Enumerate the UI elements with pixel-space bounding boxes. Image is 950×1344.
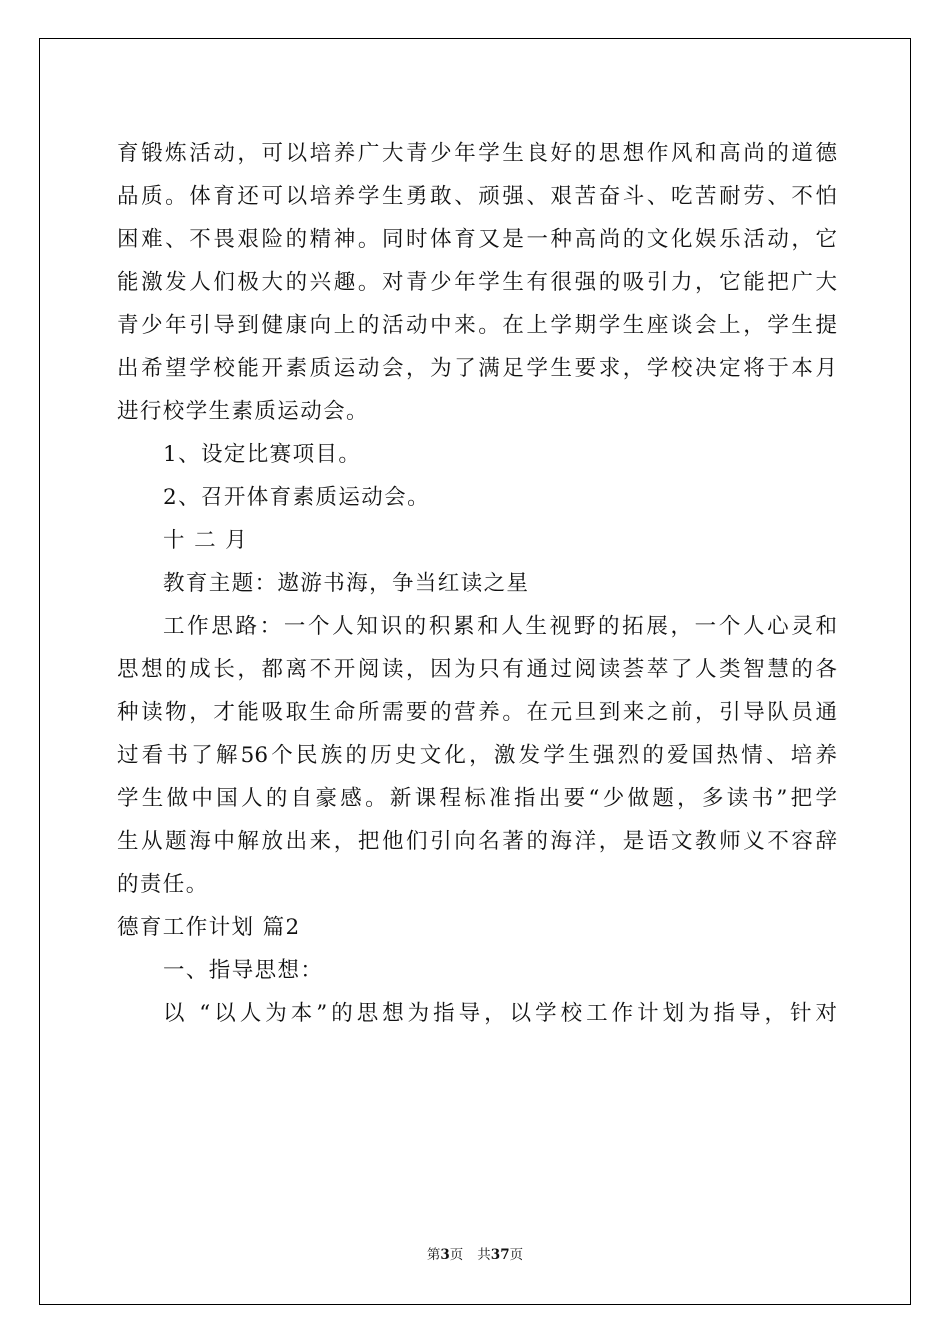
subsection-heading: 一、指导思想： bbox=[163, 958, 324, 983]
paragraph-line: 青少年引导到健康向上的活动中来。在上学期学生座谈会上，学生提 bbox=[117, 313, 837, 338]
total-prefix: 共 bbox=[477, 1247, 491, 1263]
page-prefix: 第 bbox=[426, 1247, 441, 1263]
paragraph-line: 进行校学生素质运动会。 bbox=[117, 399, 369, 424]
paragraph-line: 种读物，才能吸取生命所需要的营养。在元旦到来之前，引导队员通 bbox=[117, 700, 837, 725]
paragraph-line: 出希望学校能开素质运动会，为了满足学生要求，学校决定将于本月 bbox=[117, 356, 837, 381]
paragraph-line: 困难、不畏艰险的精神。同时体育又是一种高尚的文化娱乐活动，它 bbox=[117, 227, 837, 252]
paragraph-line: 过看书了解56个民族的历史文化，激发学生强烈的爱国热情、培养 bbox=[117, 743, 837, 768]
paragraph-line: 思想的成长，都离不开阅读，因为只有通过阅读荟萃了人类智慧的各 bbox=[117, 657, 837, 682]
month-heading: 十 二 月 bbox=[163, 528, 249, 553]
page-unit: 页 bbox=[449, 1247, 464, 1263]
page-number: 3 bbox=[440, 1247, 450, 1263]
total-unit: 页 bbox=[509, 1247, 524, 1263]
paragraph-line: 育锻炼活动，可以培养广大青少年学生良好的思想作风和高尚的道德 bbox=[117, 141, 837, 166]
paragraph-line: 工作思路：一个人知识的积累和人生视野的拓展，一个人心灵和 bbox=[163, 614, 837, 639]
list-item: 1、设定比赛项目。 bbox=[163, 442, 362, 467]
list-item: 2、召开体育素质运动会。 bbox=[163, 485, 430, 510]
education-theme: 教育主题：遨游书海，争当红读之星 bbox=[163, 571, 530, 596]
document-body bbox=[117, 132, 837, 1035]
page-footer bbox=[0, 1243, 950, 1263]
paragraph-line: 学生做中国人的自豪感。新课程标准指出要“少做题，多读书”把学 bbox=[117, 786, 837, 811]
paragraph-line: 能激发人们极大的兴趣。对青少年学生有很强的吸引力，它能把广大 bbox=[117, 270, 837, 295]
paragraph-line: 品质。体育还可以培养学生勇敢、顽强、艰苦奋斗、吃苦耐劳、不怕 bbox=[117, 184, 837, 209]
paragraph-line: 生从题海中解放出来，把他们引向名著的海洋，是语文教师义不容辞 bbox=[117, 829, 837, 854]
paragraph-line: 的责任。 bbox=[117, 872, 209, 897]
paragraph-line: 以 “以人为本”的思想为指导，以学校工作计划为指导，针对 bbox=[163, 1001, 837, 1026]
section-heading: 德育工作计划 篇2 bbox=[117, 915, 301, 940]
total-pages: 37 bbox=[490, 1247, 510, 1263]
